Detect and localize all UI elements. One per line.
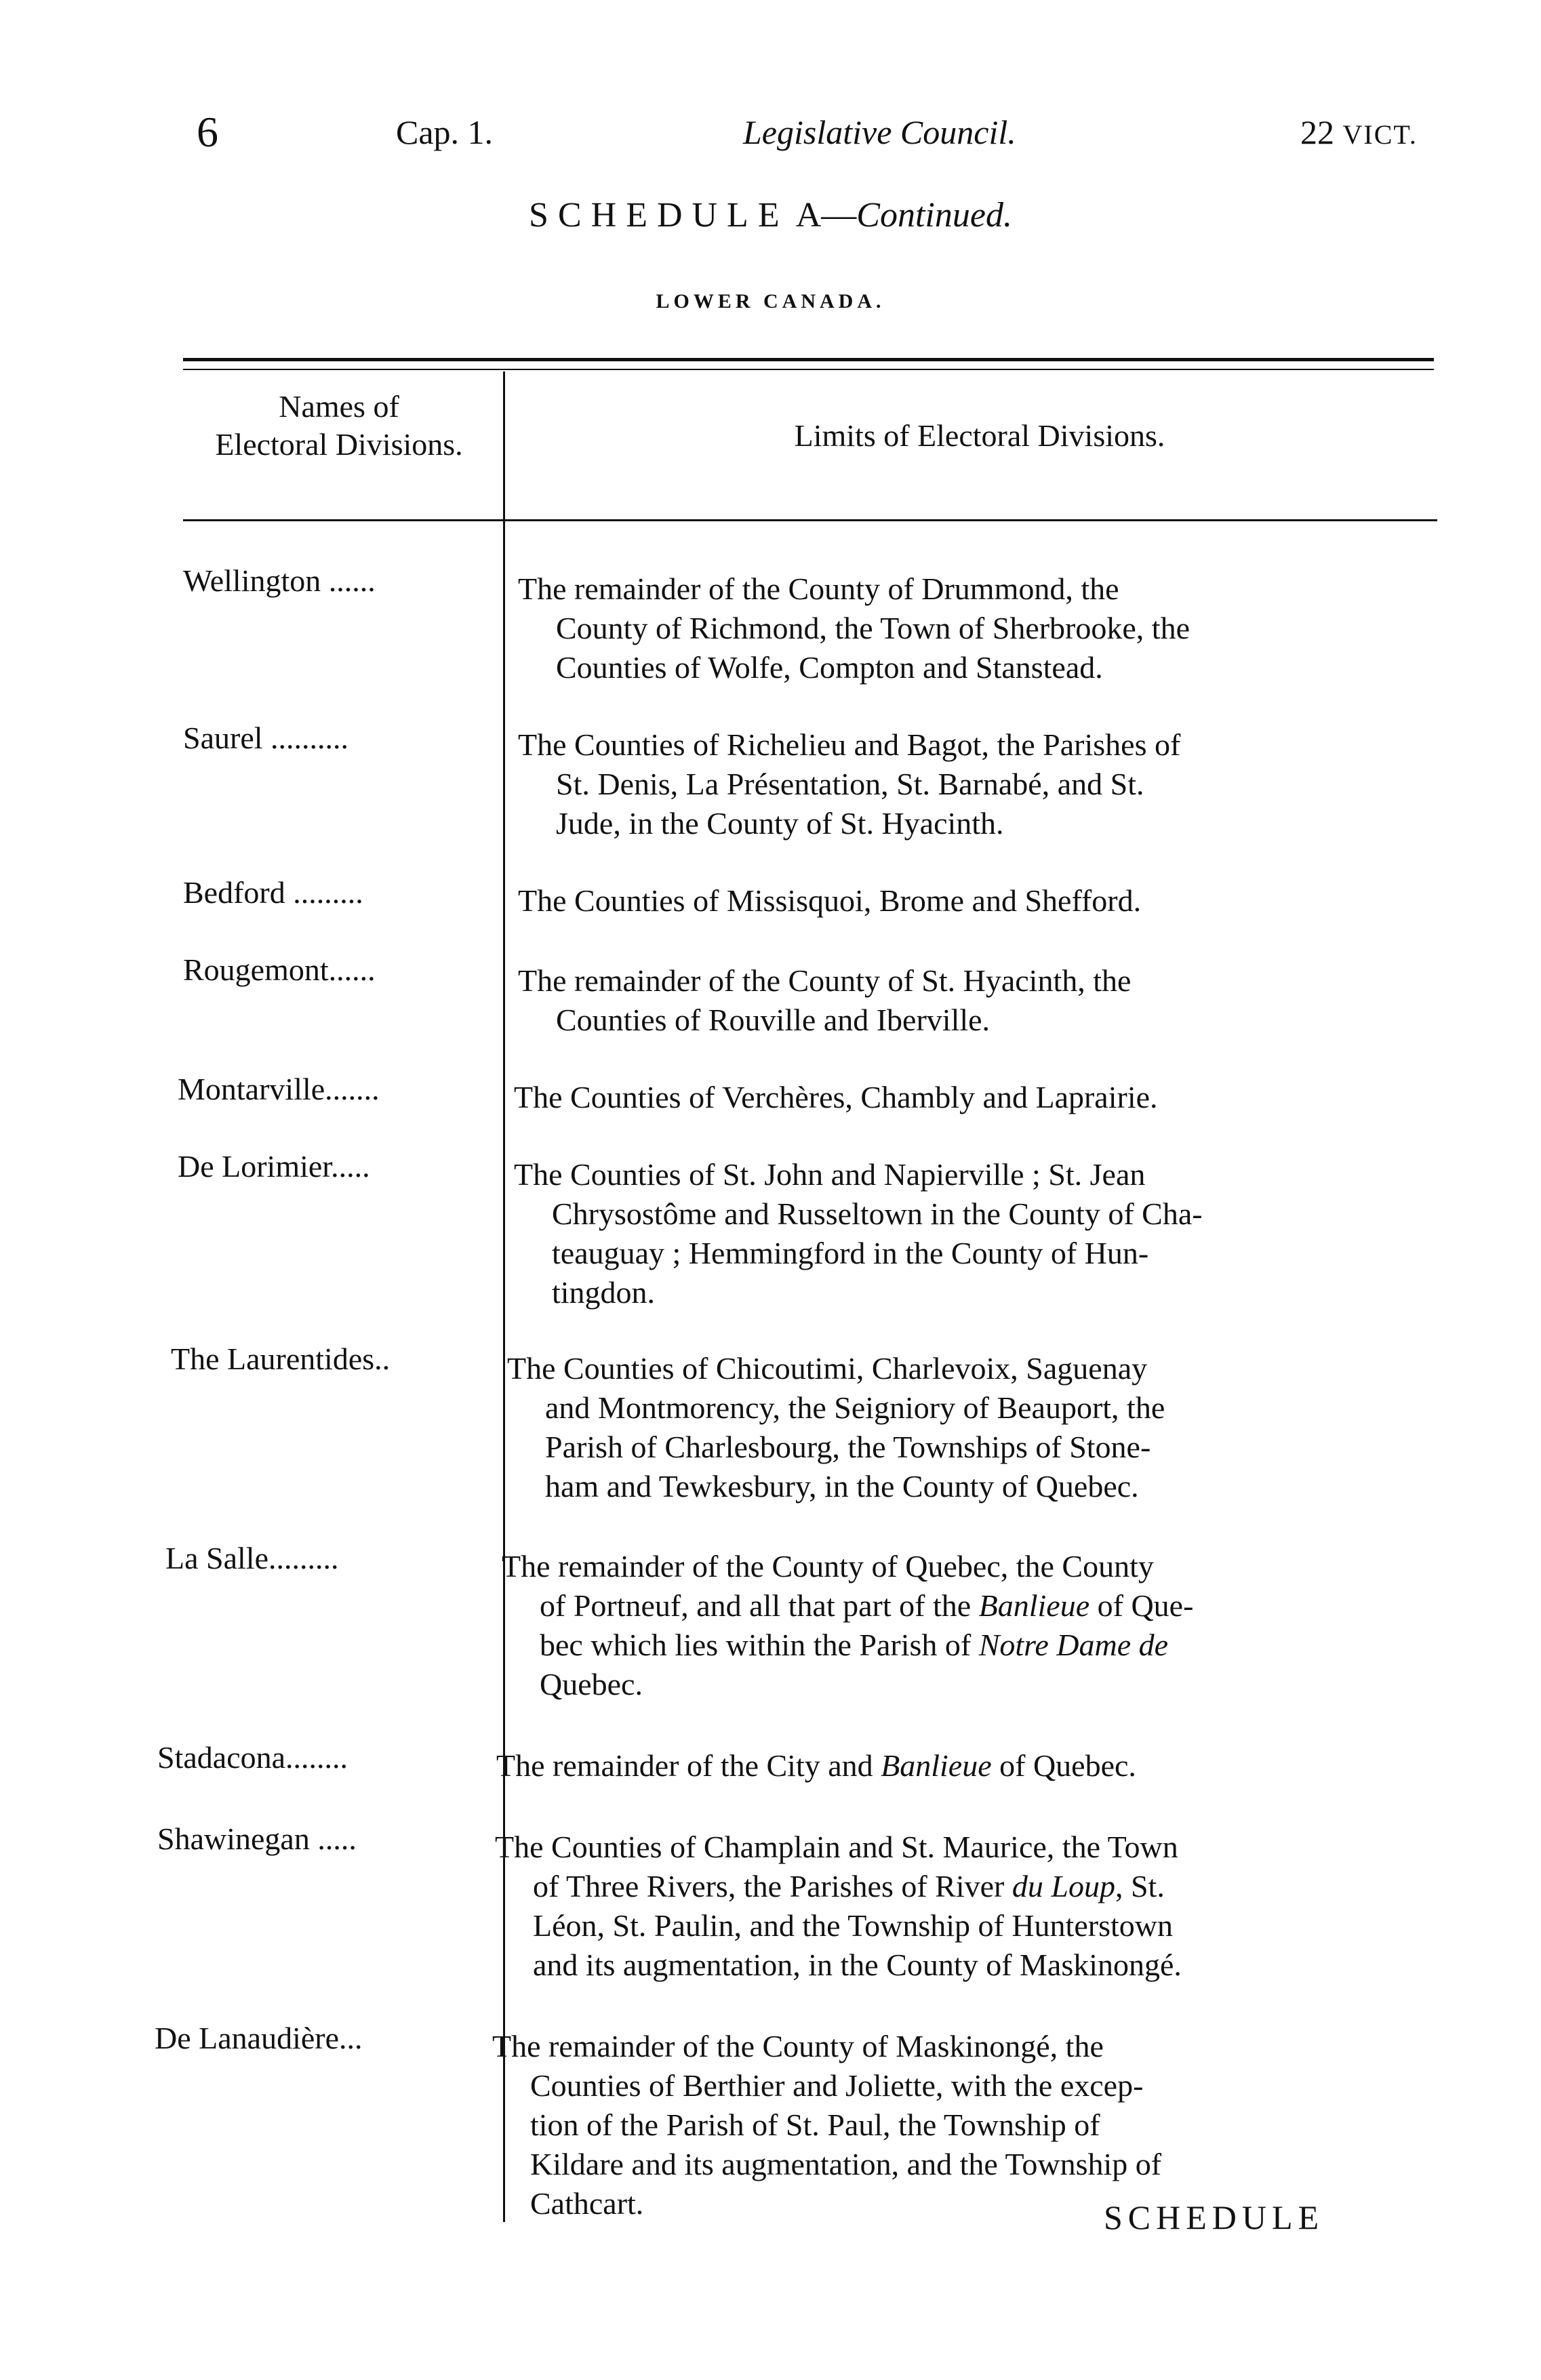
running-title: Legislative Council.: [743, 113, 1016, 151]
limits-line: tion of the Parish of St. Paul, the Township of: [530, 2107, 1100, 2142]
regnal-year-number: 22: [1300, 113, 1334, 151]
limits-line: and Montmorency, the Seigniory of Beauport, the: [545, 1390, 1165, 1425]
header-bottom-rule: [183, 519, 1437, 521]
division-name: The Laurentides..: [171, 1342, 391, 1376]
division-limits: [495, 1828, 1182, 1985]
division-name: La Salle.........: [165, 1541, 339, 1575]
top-rule-thick: [183, 358, 1434, 361]
limits-line: Parish of Charlesbourg, the Townships of Stone-: [545, 1430, 1151, 1464]
division-name: Saurel ..........: [183, 721, 349, 755]
limits-line: The Counties of Chicoutimi, Charlevoix, Saguenay: [507, 1351, 1148, 1386]
limits-line: Cathcart.: [530, 2186, 644, 2221]
schedule-title-letter: A—: [795, 196, 857, 235]
division-limits: [518, 725, 1180, 843]
limits-line: of Three Rivers, the Parishes of River du Loup, St.: [533, 1869, 1165, 1903]
schedule-title: [0, 195, 1541, 235]
regnal-year-name: VICT.: [1342, 119, 1418, 150]
limits-line: Counties of Berthier and Joliette, with the excep-: [530, 2068, 1144, 2103]
limits-line: The remainder of the County of St. Hyacinth, the: [518, 963, 1132, 998]
limits-line: The remainder of the County of Maskinongé, the: [492, 2029, 1104, 2063]
schedule-title-main: SCHEDULE: [529, 196, 789, 235]
limits-line: ham and Tewkesbury, in the County of Quebec.: [545, 1469, 1139, 1504]
limits-line: Quebec.: [540, 1667, 643, 1701]
division-limits: [518, 961, 1131, 1040]
division-limits: [502, 1547, 1193, 1704]
limits-line: The remainder of the City and Banlieue of Quebec.: [496, 1748, 1136, 1783]
division-limits: [514, 1078, 1158, 1117]
limits-line: Chrysostôme and Russeltown in the County of Cha-: [552, 1196, 1203, 1231]
limits-line: of Portneuf, and all that part of the Banlieue of Que-: [540, 1588, 1194, 1623]
limits-line: The Counties of St. John and Napierville ; St. Jean: [514, 1157, 1146, 1192]
division-limits: [514, 1155, 1203, 1312]
column-header-limits: Limits of Electoral Divisions.: [794, 418, 1165, 453]
page-number: 6: [197, 108, 218, 156]
chapter-label: Cap. 1.: [396, 113, 494, 151]
limits-line: teauguay ; Hemmingford in the County of Hun-: [552, 1236, 1149, 1270]
limits-line: tingdon.: [552, 1275, 656, 1310]
limits-line: Léon, St. Paulin, and the Township of Hunterstown: [533, 1908, 1173, 1943]
region-heading: LOWER CANADA.: [656, 290, 885, 312]
schedule-title-suffix: Continued.: [856, 196, 1012, 235]
limits-line: Counties of Wolfe, Compton and Stanstead.: [556, 650, 1103, 685]
limits-line: County of Richmond, the Town of Sherbrooke, the: [556, 611, 1190, 645]
limits-line: The Counties of Richelieu and Bagot, the Parishes of: [518, 727, 1181, 762]
division-limits: [507, 1349, 1165, 1506]
division-limits: [496, 1746, 1136, 1786]
limits-line: Counties of Rouville and Iberville.: [556, 1003, 990, 1037]
division-name: Wellington ......: [183, 563, 376, 598]
column-header-names: [180, 388, 498, 464]
limits-line: The Counties of Verchères, Chambly and Laprairie.: [514, 1080, 1158, 1114]
limits-line: The Counties of Missisquoi, Brome and Shefford.: [518, 883, 1142, 918]
limits-line: and its augmentation, in the County of Maskinongé.: [533, 1948, 1182, 1982]
division-name: De Lorimier.....: [178, 1149, 370, 1184]
limits-line: The remainder of the County of Drummond, the: [518, 571, 1119, 606]
top-rule-thin: [183, 369, 1434, 370]
division-name: Stadacona........: [157, 1740, 348, 1775]
column-header-names-line2: Electoral Divisions.: [215, 427, 463, 462]
limits-line: St. Denis, La Présentation, St. Barnabé, and St.: [556, 767, 1144, 801]
division-name: Bedford .........: [183, 875, 363, 910]
division-name: De Lanaudière...: [155, 2021, 363, 2055]
division-limits: [518, 569, 1190, 687]
division-name: Rougemont......: [183, 952, 376, 987]
limits-line: The remainder of the County of Quebec, the County: [502, 1549, 1154, 1584]
limits-line: Kildare and its augmentation, and the Township of: [530, 2147, 1162, 2181]
limits-line: Jude, in the County of St. Hyacinth.: [556, 806, 1004, 841]
limits-line: bec which lies within the Parish of Notre Dame de: [540, 1628, 1169, 1662]
limits-line: The Counties of Champlain and St. Maurice, the Town: [495, 1830, 1178, 1864]
division-limits: [492, 2027, 1161, 2223]
division-limits: [518, 881, 1141, 921]
regnal-year: [1300, 113, 1418, 152]
division-name: Shawinegan .....: [157, 1821, 357, 1856]
column-header-names-line1: Names of: [279, 389, 399, 424]
catchword: SCHEDULE: [1104, 2198, 1325, 2236]
division-name: Montarville.......: [178, 1072, 380, 1106]
